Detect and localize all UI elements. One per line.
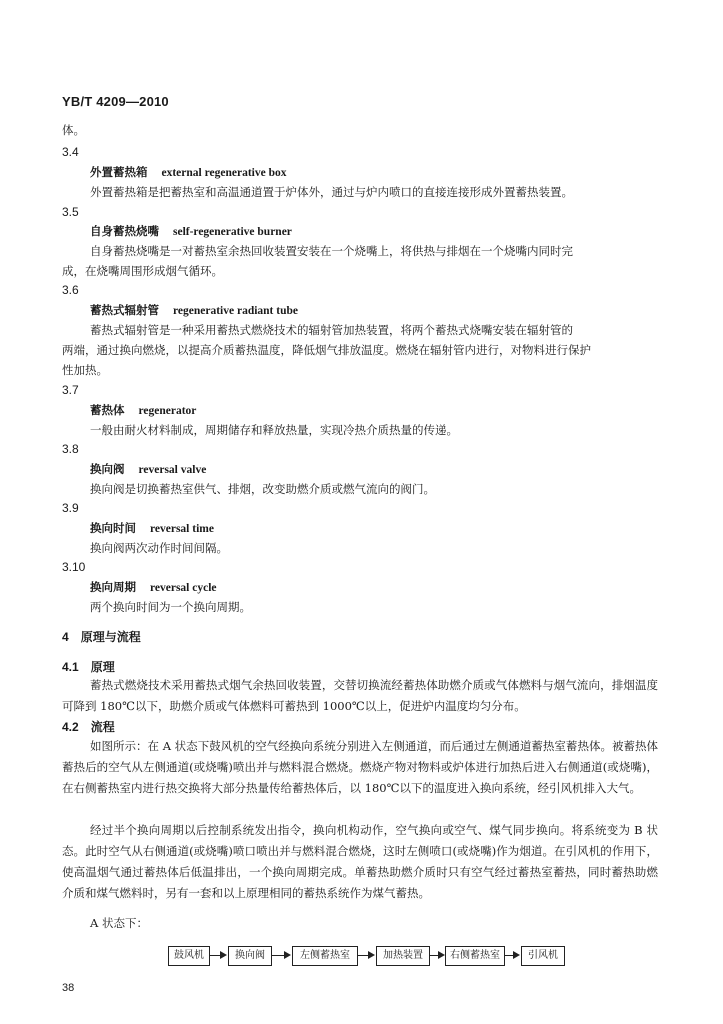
- flow-box-left-regenerator: 左侧蓄热室: [292, 946, 358, 966]
- subsection-heading: [62, 658, 115, 675]
- term-definition-cont: 成，在烧嘴周围形成烟气循环。: [62, 264, 223, 278]
- term-en: reversal cycle: [150, 582, 217, 594]
- term-title: [90, 461, 206, 477]
- term-zh: 蓄热式辐射管: [90, 303, 159, 317]
- arrow-right-icon: [513, 951, 520, 959]
- term-en: self-regenerative burner: [173, 226, 292, 238]
- term-number: 3.4: [62, 145, 79, 159]
- term-zh: 蓄热体: [90, 403, 125, 417]
- subsection-title: 原理: [90, 660, 115, 674]
- flow-arrow-line: [271, 955, 285, 956]
- arrow-right-icon: [284, 951, 291, 959]
- flow-box-heating-device: 加热装置: [376, 946, 430, 966]
- term-definition-cont: 两端，通过换向燃烧，以提高介质蓄热温度，降低烟气排放温度。燃烧在辐射管内进行，对物料进行保护: [62, 343, 591, 357]
- term-definition: 一般由耐火材料制成，周期储存和释放热量，实现冷热介质热量的传递。: [90, 423, 458, 437]
- arrow-right-icon: [220, 951, 227, 959]
- term-definition: 蓄热式辐射管是一种采用蓄热式燃烧技术的辐射管加热装置，将两个蓄热式烧嘴安装在辐射管的: [90, 323, 573, 337]
- flow-box-right-regenerator: 右侧蓄热室: [445, 946, 505, 966]
- section-title: 原理与流程: [80, 630, 141, 644]
- term-definition: 换向阀两次动作时间间隔。: [90, 541, 228, 555]
- process-paragraph-1: 如图所示：在 A 状态下鼓风机的空气经换向系统分别进入左侧通道，而后通过左侧通道蓄热室蓄热体。被蓄热体蓄热后的空气从左侧通道(或烧嘴)喷出并与燃料混合燃烧。燃烧产物对物料或炉体进行加热后进入右侧通道(或烧嘴)，在右侧蓄热室内进行热交换将大部分热量传给蓄热体后，以 180℃以下的温度进入换向系统，经引风机排入大气。: [62, 739, 658, 795]
- term-number: 3.8: [62, 442, 79, 456]
- term-title: [90, 302, 298, 318]
- term-definition: 换向阀是切换蓄热室供气、排烟，改变助燃介质或燃气流向的阀门。: [90, 482, 435, 496]
- term-en: external regenerative box: [161, 167, 287, 179]
- continuation-text: 体。: [62, 123, 85, 137]
- term-title: [90, 579, 217, 595]
- term-definition: 自身蓄热烧嘴是一对蓄热室余热回收装置安装在一个烧嘴上，将供热与排烟在一个烧嘴内同时完: [90, 244, 573, 258]
- page-number: 38: [62, 982, 75, 994]
- arrow-right-icon: [368, 951, 375, 959]
- state-a-label: A 状态下：: [90, 916, 148, 930]
- section-number: 4: [62, 630, 69, 644]
- term-en: regenerative radiant tube: [173, 305, 298, 317]
- term-zh: 换向时间: [90, 521, 136, 535]
- term-number: 3.6: [62, 283, 79, 297]
- subsection-number: 4.1: [62, 660, 79, 674]
- flow-box-blower: 鼓风机: [168, 946, 210, 966]
- term-definition-cont: 性加热。: [62, 363, 108, 377]
- term-number: 3.9: [62, 501, 79, 515]
- term-zh: 自身蓄热烧嘴: [90, 224, 159, 238]
- term-title: [90, 164, 286, 180]
- term-definition: 两个换向时间为一个换向周期。: [90, 600, 251, 614]
- flow-box-induced-fan: 引风机: [521, 946, 565, 966]
- term-zh: 外置蓄热箱: [90, 165, 148, 179]
- term-title: [90, 402, 196, 418]
- section-heading: [62, 628, 141, 645]
- standard-code: YB/T 4209—2010: [62, 94, 169, 109]
- term-zh: 换向周期: [90, 580, 136, 594]
- term-en: reversal time: [150, 523, 214, 535]
- term-definition: 外置蓄热箱是把蓄热室和高温通道置于炉体外，通过与炉内喷口的直接连接形成外置蓄热装置。: [90, 185, 573, 199]
- principle-paragraph: 蓄热式燃烧技术采用蓄热式烟气余热回收装置，交替切换流经蓄热体助燃介质或气体燃料与烟气流向，排烟温度可降到 180℃以下，助燃介质或气体燃料可蓄热到 1000℃以上，促进炉内温度均匀分布。: [62, 678, 658, 713]
- term-number: 3.7: [62, 383, 79, 397]
- term-title: [90, 223, 292, 239]
- subsection-heading: [62, 718, 115, 735]
- term-en: reversal valve: [138, 464, 207, 476]
- term-title: [90, 520, 214, 536]
- subsection-title: 流程: [90, 720, 115, 734]
- term-number: 3.5: [62, 205, 79, 219]
- term-zh: 换向阀: [90, 462, 125, 476]
- subsection-number: 4.2: [62, 720, 79, 734]
- term-en: regenerator: [138, 405, 197, 417]
- arrow-right-icon: [438, 951, 445, 959]
- process-paragraph-2: 经过半个换向周期以后控制系统发出指令，换向机构动作，空气换向或空气、煤气同步换向。将系统变为 B 状态。此时空气从右侧通道(或烧嘴)喷口喷出并与燃料混合燃烧，这时左侧喷口(或烧嘴)作为烟道。在引风机的作用下，使高温烟气通过蓄热体后低温排出，一个换向周期完成。单蓄热助燃介质时只有空气经过蓄热室蓄热，同时蓄热助燃介质和煤气燃料时，另有一套和以上原理相同的蓄热系统作为煤气蓄热。: [62, 823, 658, 900]
- term-number: 3.10: [62, 560, 86, 574]
- flow-box-reversal-valve: 换向阀: [228, 946, 272, 966]
